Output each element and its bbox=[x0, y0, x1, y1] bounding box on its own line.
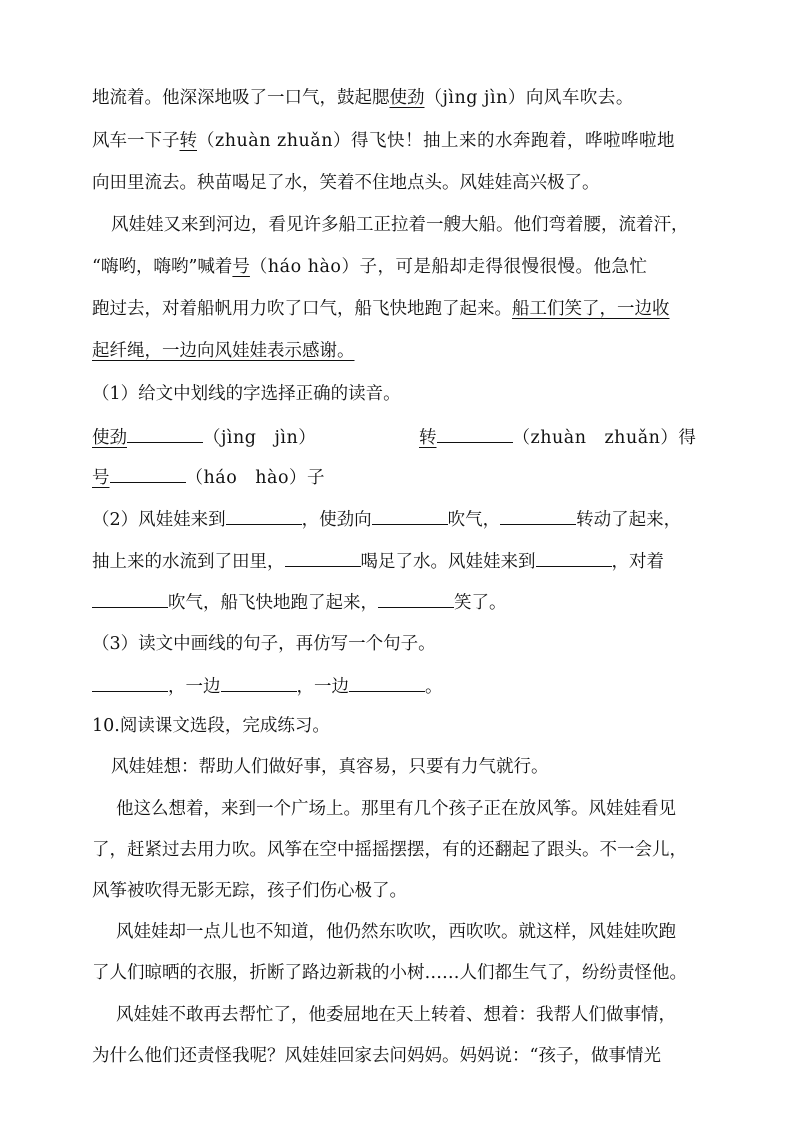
pinyin-options: （háo hào）子 bbox=[185, 468, 325, 488]
passage-line bbox=[92, 255, 647, 279]
answer-blank[interactable] bbox=[378, 589, 454, 608]
passage-text: 跑过去，对着船帆用力吹了口气，船飞快地跑了起来。 bbox=[92, 299, 512, 319]
question-2-line bbox=[92, 548, 664, 574]
passage-line bbox=[92, 297, 670, 321]
passage-text: 了人们晾晒的衣服，折断了路边新栽的小树……人们都生气了，纷纷责怪他。 bbox=[92, 963, 687, 983]
passage-line bbox=[116, 1003, 676, 1027]
passage-line bbox=[92, 129, 675, 153]
passage-text: 风娃娃不敢再去帮忙了，他委屈地在天上转着、想着：我帮人们做事情， bbox=[116, 1005, 676, 1025]
answer-blank[interactable] bbox=[226, 506, 302, 525]
question-text: （1）给文中划线的字选择正确的读音。 bbox=[92, 384, 401, 404]
question-3-line bbox=[92, 673, 443, 699]
underlined-word: 使劲 bbox=[92, 428, 127, 448]
question-text: 笑了。 bbox=[454, 593, 507, 613]
passage-line bbox=[111, 755, 549, 779]
passage-text: 风娃娃却一点儿也不知道，他仍然东吹吹，西吹吹。就这样，风娃娃吹跑 bbox=[116, 922, 676, 942]
underlined-word: 转 bbox=[179, 131, 197, 151]
passage-text: 了，赶紧过去用力吹。风筝在空中摇摇摆摆，有的还翻起了跟头。不一会儿， bbox=[92, 840, 687, 860]
underlined-word: 转 bbox=[419, 428, 437, 448]
answer-blank[interactable] bbox=[110, 464, 186, 483]
passage-line bbox=[116, 797, 676, 821]
pinyin-options: （jìng jìn） bbox=[203, 428, 317, 448]
answer-blank[interactable] bbox=[127, 424, 203, 443]
passage-line bbox=[116, 920, 676, 944]
passage-line bbox=[92, 86, 634, 110]
pinyin-options: （zhuàn zhuǎn）得 bbox=[512, 428, 697, 448]
passage-text: 风娃娃又来到河边，看见许多船工正拉着一艘大船。他们弯着腰，流着汗， bbox=[111, 215, 689, 235]
answer-blank[interactable] bbox=[92, 673, 168, 692]
answer-blank[interactable] bbox=[221, 673, 297, 692]
passage-line bbox=[92, 171, 600, 195]
question-text: ，使劲向 bbox=[301, 510, 372, 530]
passage-line bbox=[92, 961, 687, 985]
passage-line bbox=[92, 1044, 661, 1068]
passage-text: 风筝被吹得无影无踪，孩子们伤心极了。 bbox=[92, 881, 407, 901]
question-10-title bbox=[92, 714, 330, 738]
question-text: （3）读文中画线的句子，再仿写一个句子。 bbox=[92, 634, 436, 654]
question-1-title bbox=[92, 382, 401, 406]
passage-text: 风车一下子 bbox=[92, 131, 180, 151]
answer-blank[interactable] bbox=[349, 673, 425, 692]
answer-blank[interactable] bbox=[285, 548, 361, 567]
underlined-word: 使劲 bbox=[389, 88, 425, 108]
passage-text: （zhuàn zhuǎn）得飞快！抽上来的水奔跑着，哗啦哗啦地 bbox=[197, 131, 675, 151]
question-text: 抽上来的水流到了田里， bbox=[92, 552, 285, 572]
passage-text: 地流着。他深深地吸了一口气，鼓起腮 bbox=[92, 88, 390, 108]
answer-blank[interactable] bbox=[536, 548, 612, 567]
passage-text: （háo hào）子，可是船却走得很慢很慢。他急忙 bbox=[249, 257, 648, 277]
question-text: ，对着 bbox=[611, 552, 664, 572]
passage-line bbox=[111, 213, 689, 237]
question-3-title bbox=[92, 632, 436, 656]
question-text: 。 bbox=[425, 677, 443, 697]
question-text: ，一边 bbox=[168, 677, 221, 697]
underlined-sentence: 起纤绳，一边向风娃娃表示感谢。 bbox=[92, 341, 355, 361]
passage-text: 他这么想着，来到一个广场上。那里有几个孩子正在放风筝。风娃娃看见 bbox=[116, 799, 676, 819]
passage-text: 向田里流去。秧苗喝足了水，笑着不住地点头。风娃娃高兴极了。 bbox=[92, 173, 600, 193]
question-text: 吹气， bbox=[447, 510, 501, 530]
passage-text: 为什么他们还责怪我呢？风娃娃回家去问妈妈。妈妈说：“孩子，做事情光 bbox=[92, 1046, 661, 1066]
passage-text: “嗨哟，嗨哟”喊着 bbox=[92, 257, 233, 277]
question-text: 10.阅读课文选段，完成练习。 bbox=[92, 716, 330, 736]
question-text: ，一边 bbox=[296, 677, 349, 697]
passage-text: （jìng jìn）向风车吹去。 bbox=[424, 88, 634, 108]
underlined-sentence: 船工们笑了，一边收 bbox=[512, 299, 670, 319]
question-text: 吹气，船飞快地跑了起来， bbox=[168, 593, 378, 613]
question-1-row bbox=[419, 424, 696, 450]
passage-line bbox=[92, 339, 355, 363]
question-text: 喝足了水。风娃娃来到 bbox=[360, 552, 536, 572]
answer-blank[interactable] bbox=[437, 424, 513, 443]
question-text: （2）风娃娃来到 bbox=[92, 510, 226, 530]
passage-text: 风娃娃想：帮助人们做好事，真容易，只要有力气就行。 bbox=[111, 757, 549, 777]
answer-blank[interactable] bbox=[500, 506, 576, 525]
answer-blank[interactable] bbox=[372, 506, 448, 525]
question-1-row bbox=[92, 424, 316, 450]
underlined-word: 号 bbox=[232, 257, 250, 277]
answer-blank[interactable] bbox=[92, 589, 168, 608]
passage-line bbox=[92, 879, 407, 903]
question-1-row bbox=[92, 464, 325, 490]
question-2-line bbox=[92, 589, 507, 615]
underlined-word: 号 bbox=[92, 468, 110, 488]
question-2-line bbox=[92, 506, 681, 532]
passage-line bbox=[92, 838, 687, 862]
question-text: 转动了起来， bbox=[576, 510, 682, 530]
